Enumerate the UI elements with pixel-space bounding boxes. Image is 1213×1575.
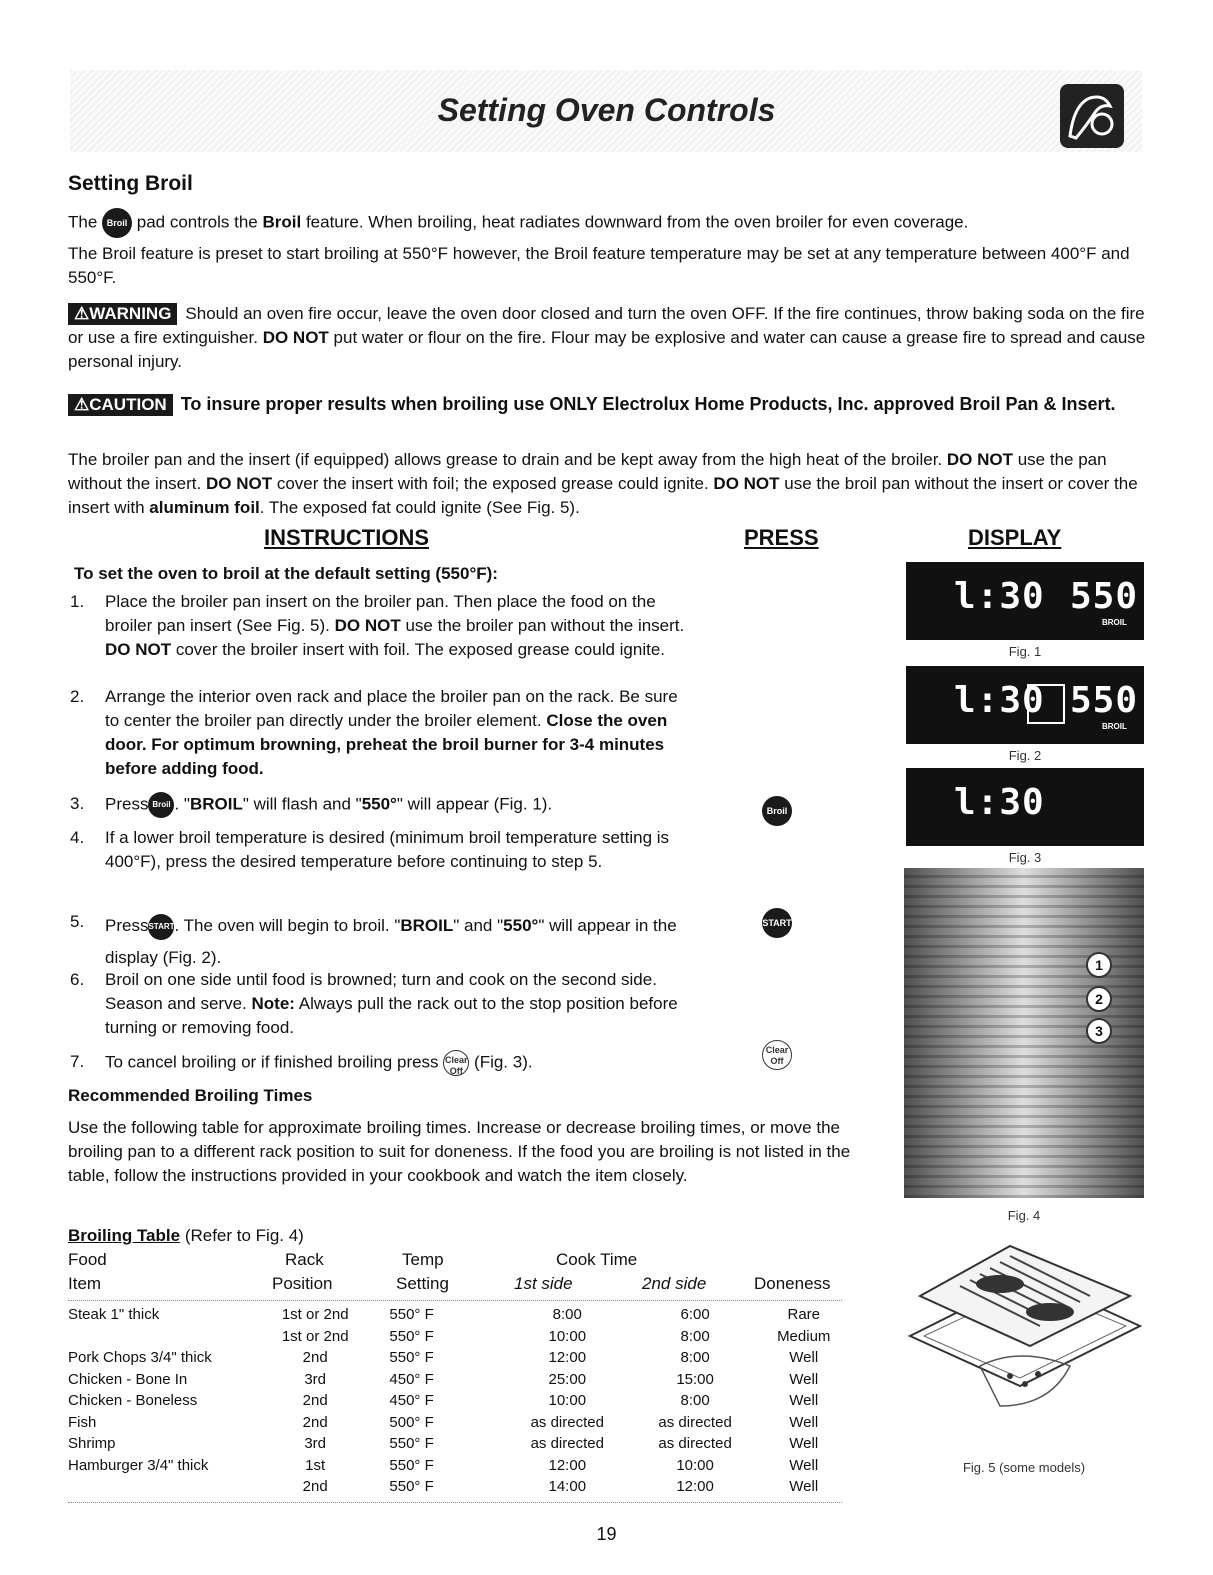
table-cell: 550° F — [389, 1478, 434, 1496]
table-cell: 550° F — [389, 1456, 434, 1474]
press-heading: PRESS — [744, 525, 819, 550]
table-cell: Steak 1" thick — [68, 1306, 160, 1324]
step-4: 4. If a lower broil temperature is desired (minimum broil temperature setting is 400°F), press the desired temperature before continuing to step 5. — [70, 828, 670, 871]
rack-position-3: 3 — [1086, 1018, 1112, 1044]
table-row — [68, 1455, 848, 1477]
rack-position-1: 1 — [1086, 952, 1112, 978]
recommended-paragraph: Use the following table for approximate broiling times. Increase or decrease broiling times, or move the broiling pan to a different rack position to suit for doneness. If the food you are broiling is not listed in the table, follow the instructions provided in your cookbook and watch the item closely. — [68, 1118, 851, 1185]
table-cell: 500° F — [389, 1413, 434, 1431]
table-cell: 15:00 — [676, 1370, 714, 1388]
table-cell: as directed — [658, 1413, 732, 1431]
fig-5-caption: Fig. 5 (some models) — [962, 1460, 1086, 1475]
caution-paragraph: ⚠CAUTION To insure proper results when broiling use ONLY Electrolux Home Products, Inc. approved Broil Pan & Insert. — [68, 392, 1148, 416]
table-cell: 8:00 — [680, 1349, 710, 1367]
table-cell: 450° F — [389, 1370, 434, 1388]
table-cell: Well — [789, 1478, 819, 1496]
intro-paragraph-1: The Broil pad controls the Broil feature. When broiling, heat radiates downward from the oven broiler for even coverage. — [68, 208, 1148, 238]
table-cell: 1st or 2nd — [281, 1327, 349, 1345]
table-cell: Well — [789, 1349, 819, 1367]
table-cell: 450° F — [389, 1392, 434, 1410]
oven-cooking-icon — [1060, 84, 1124, 148]
table-cell: 8:00 — [680, 1327, 710, 1345]
broiling-table-body — [68, 1304, 848, 1498]
table-cell: 14:00 — [548, 1478, 587, 1496]
table-cell: 1st — [305, 1456, 326, 1474]
caution-badge: ⚠CAUTION — [68, 394, 173, 416]
broil-pan-illustration — [900, 1236, 1148, 1448]
table-bottom-rule — [68, 1502, 842, 1503]
table-cell: as directed — [530, 1435, 604, 1453]
step-3: 3. Press Broil . "BROIL" will flash and "550°" will appear (Fig. 1). — [70, 792, 710, 818]
table-cell: 12:00 — [548, 1349, 587, 1367]
table-row — [68, 1304, 848, 1326]
table-row — [68, 1433, 848, 1455]
page-title: Setting Oven Controls — [437, 92, 776, 128]
step-5: 5. PressSTART. The oven will begin to broil. "BROIL" and "550°" will appear in the display (Fig. 2). — [70, 912, 677, 967]
table-cell: 3rd — [304, 1435, 327, 1453]
fig-2-caption: Fig. 2 — [1008, 748, 1042, 763]
table-cell: Medium — [777, 1327, 831, 1345]
table-cell: 550° F — [389, 1327, 434, 1345]
table-cell: Rare — [787, 1306, 820, 1324]
table-cell: Well — [789, 1370, 819, 1388]
display-fig-3: l:30 — [906, 768, 1144, 846]
default-setting-heading: To set the oven to broil at the default setting (550°F): — [74, 564, 498, 583]
table-cell: 550° F — [389, 1435, 434, 1453]
press-start-pad: START — [762, 908, 792, 938]
table-cell: 3rd — [304, 1370, 327, 1388]
fig-1-caption: Fig. 1 — [1008, 644, 1042, 659]
display-fig-2: l:30 550 BROIL — [906, 666, 1144, 744]
table-top-rule — [68, 1300, 842, 1301]
step-7: 7. To cancel broiling or if finished broiling press Clear Off (Fig. 3). — [70, 1052, 533, 1076]
table-cell: 12:00 — [676, 1478, 714, 1496]
warning-badge: ⚠WARNING — [68, 303, 177, 325]
table-cell: 25:00 — [548, 1370, 587, 1388]
clear-off-pad-icon: Clear Off — [443, 1050, 469, 1076]
table-cell: Shrimp — [68, 1435, 116, 1453]
table-header: Food Rack Temp Cook Time Item Position Setting 1st side 2nd side Doneness — [68, 1250, 831, 1293]
instructions-heading: INSTRUCTIONS — [264, 525, 429, 550]
broiling-table-title: Broiling Table (Refer to Fig. 4) — [68, 1226, 304, 1245]
recommended-heading: Recommended Broiling Times — [68, 1086, 313, 1105]
table-cell: 10:00 — [548, 1327, 587, 1345]
table-row — [68, 1390, 848, 1412]
broil-pad-icon: Broil — [102, 208, 132, 238]
table-cell: Chicken - Boneless — [68, 1392, 198, 1410]
intro-paragraph-2: The Broil feature is preset to start broiling at 550°F however, the Broil feature temperature may be set at any temperature between 400°F and 550°F. — [68, 244, 1130, 287]
table-cell: Chicken - Bone In — [68, 1370, 188, 1388]
broil-pad-icon: Broil — [148, 792, 174, 818]
table-cell: Well — [789, 1392, 819, 1410]
table-row — [68, 1326, 848, 1348]
table-cell: 550° F — [389, 1306, 434, 1324]
table-cell: 8:00 — [680, 1392, 710, 1410]
display-heading: DISPLAY — [968, 525, 1062, 550]
table-cell — [68, 1326, 261, 1348]
table-cell: 2nd — [302, 1392, 328, 1410]
table-cell: as directed — [658, 1435, 732, 1453]
start-pad-icon: START — [148, 914, 174, 940]
table-cell: Well — [789, 1413, 819, 1431]
step-6: 6. Broil on one side until food is browned; turn and cook on the second side. Season and serve. Note: Always pull the rack out to the stop position before turning or removing food. — [70, 970, 678, 1037]
display-fig-1: l:30 550 BROIL — [906, 562, 1144, 640]
table-row — [68, 1476, 848, 1498]
table-cell: Fish — [68, 1413, 97, 1431]
table-cell: 2nd — [302, 1413, 328, 1431]
table-cell: Well — [789, 1435, 819, 1453]
table-cell: 1st or 2nd — [281, 1306, 349, 1324]
table-row — [68, 1347, 848, 1369]
press-broil-pad: Broil — [762, 796, 792, 826]
table-cell: 550° F — [389, 1349, 434, 1367]
warning-paragraph: ⚠WARNING Should an oven fire occur, leave the oven door closed and turn the oven OFF. If the fire continues, throw baking soda on the fire or use a fire extinguisher. DO NOT put water or flour on the fire. Flour may be explosive and water can cause a grease fire to spread and cause personal injury. — [68, 304, 1146, 371]
rack-position-2: 2 — [1086, 986, 1112, 1012]
table-cell: Pork Chops 3/4" thick — [68, 1349, 212, 1367]
table-row — [68, 1412, 848, 1434]
table-cell: 6:00 — [680, 1306, 710, 1324]
oven-interior-image — [904, 868, 1144, 1198]
table-cell — [68, 1476, 261, 1498]
table-cell: 2nd — [302, 1349, 328, 1367]
table-cell: Well — [789, 1456, 819, 1474]
table-row — [68, 1369, 848, 1391]
step-1: 1. Place the broiler pan insert on the broiler pan. Then place the food on the broiler pan insert (See Fig. 5). DO NOT use the broiler pan without the insert. DO NOT cover the broiler insert with foil. The exposed grease could ignite. — [70, 592, 685, 659]
page-number: 19 — [596, 1524, 617, 1544]
press-clear-off-pad: Clear Off — [762, 1040, 792, 1070]
table-cell: 8:00 — [552, 1306, 582, 1324]
fig-4-caption: Fig. 4 — [1007, 1208, 1041, 1223]
table-cell: 10:00 — [548, 1392, 587, 1410]
step-2: 2. Arrange the interior oven rack and place the broiler pan on the rack. Be sure to center the broiler pan directly under the broiler element. Close the oven door. For optimum browning, preheat the broil burner for 3-4 minutes before adding food. — [70, 687, 678, 778]
table-cell: 10:00 — [676, 1456, 714, 1474]
section-title: Setting Broil — [68, 172, 193, 195]
broiler-pan-paragraph: The broiler pan and the insert (if equipped) allows grease to drain and be kept away from the high heat of the broiler. DO NOT use the pan without the insert. DO NOT cover the insert with foil; the exposed grease could ignite. DO NOT use the broil pan without the insert or cover the insert with aluminum foil. The exposed fat could ignite (See Fig. 5). — [68, 450, 1138, 517]
table-cell: 2nd — [302, 1478, 328, 1496]
fig-3-caption: Fig. 3 — [1008, 850, 1042, 865]
broiling-table — [68, 1304, 848, 1498]
oven-on-indicator — [1027, 684, 1065, 724]
table-cell: Hamburger 3/4" thick — [68, 1456, 209, 1474]
table-cell: as directed — [530, 1413, 604, 1431]
table-cell: 12:00 — [548, 1456, 587, 1474]
